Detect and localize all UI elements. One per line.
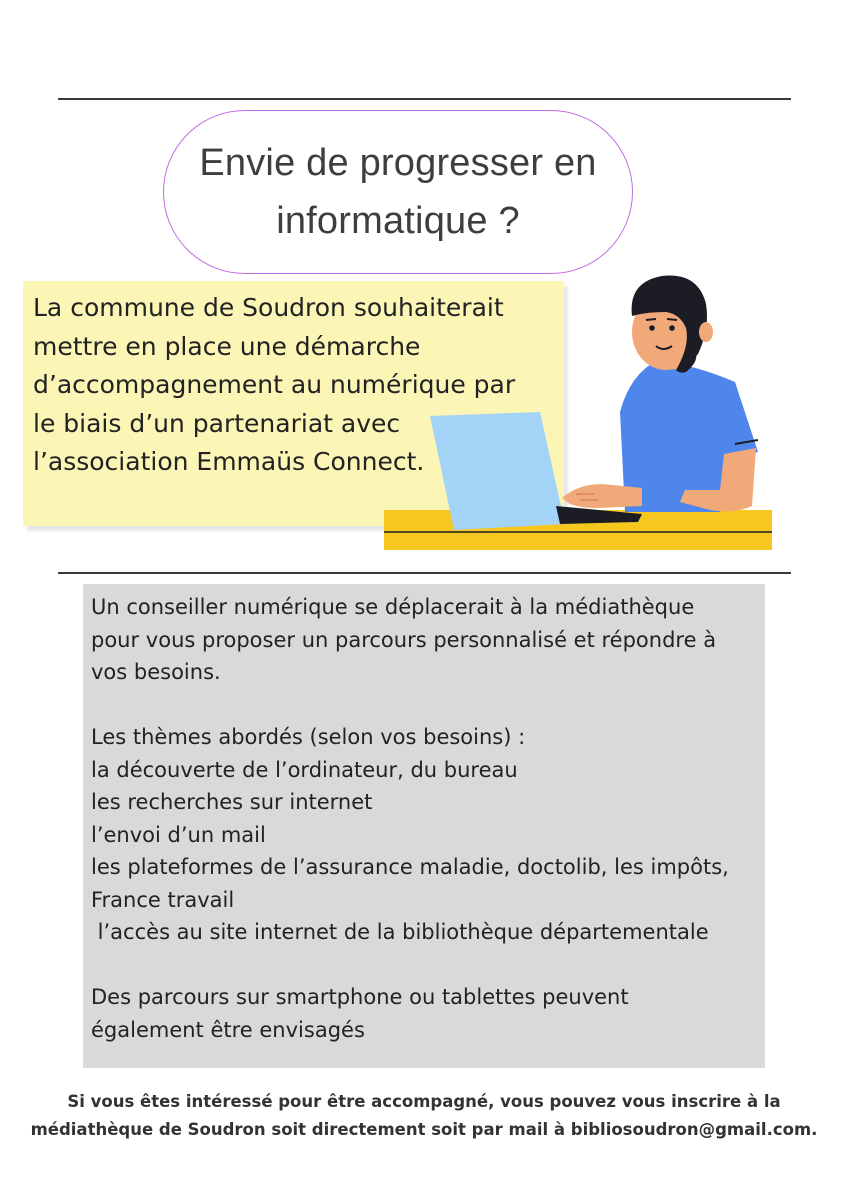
section-divider: [58, 572, 791, 574]
info-line: également être envisagés: [91, 1017, 365, 1042]
intro-line: La commune de Soudron souhaiterait: [33, 293, 504, 322]
intro-line: d’accompagnement au numérique par: [33, 370, 516, 399]
theme-item: France travail: [91, 887, 235, 912]
theme-item: l’accès au site internet de la bibliothèque départementale: [91, 920, 709, 944]
theme-item: les recherches sur internet: [91, 790, 373, 814]
intro-line: mettre en place une démarche: [33, 331, 421, 361]
info-line: pour vous proposer un parcours personnalisé et répondre à: [91, 627, 717, 652]
themes-heading: Les thèmes abordés (selon vos besoins) :: [91, 725, 526, 749]
footer-line-2: médiathèque de Soudron soit directement soit par mail à bibliosoudron@gmail.com.: [30, 1120, 818, 1139]
info-line: vos besoins.: [91, 660, 221, 684]
intro-line: l’association Emmaüs Connect.: [33, 447, 425, 476]
footer-line-1: Si vous êtes intéressé pour être accompagné, vous pouvez vous inscrire à la: [67, 1092, 781, 1111]
page-title: [199, 134, 596, 250]
person-at-laptop-icon: [380, 262, 780, 558]
footer-note: [0, 1088, 848, 1144]
info-panel: [83, 584, 765, 1068]
theme-item: la découverte de l’ordinateur, du bureau: [91, 757, 518, 782]
info-line: Des parcours sur smartphone ou tablettes peuvent: [91, 985, 629, 1009]
info-line: Un conseiller numérique se déplacerait à la médiathèque: [91, 595, 695, 619]
intro-line: le biais d’un partenariat avec: [33, 408, 401, 438]
title-line-1: Envie de progresser en: [199, 142, 597, 184]
title-banner: [163, 110, 633, 274]
top-divider: [58, 98, 791, 100]
theme-item: l’envoi d’un mail: [91, 822, 266, 847]
title-line-2: informatique ?: [276, 200, 520, 242]
theme-item: les plateformes de l’assurance maladie, doctolib, les impôts,: [91, 855, 729, 879]
